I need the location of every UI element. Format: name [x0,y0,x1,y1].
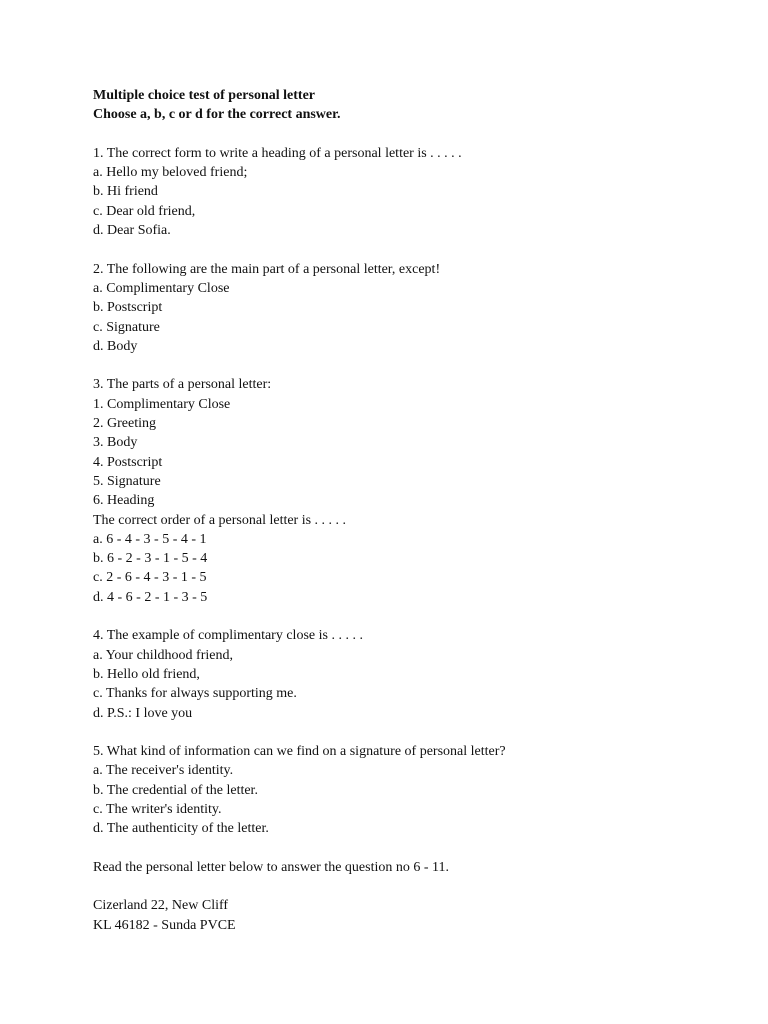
spacer [93,723,733,742]
question-3-part-1: 1. Complimentary Close [93,396,231,412]
document-title: Multiple choice test of personal letter [93,88,315,103]
document-instruction: Choose a, b, c or d for the correct answer. [93,107,341,123]
letter-address-line-1: Cizerland 22, New Cliff [93,898,229,914]
spacer [93,877,733,896]
spacer [93,356,733,375]
question-3-option-a: a. 6 - 4 - 3 - 5 - 4 - 1 [93,531,207,547]
question-5-stem: 5. What kind of information can we find on a signature of personal letter? [93,744,506,760]
question-4-option-a: a. Your childhood friend, [93,647,233,663]
question-1-option-d: d. Dear Sofia. [93,223,171,239]
reading-instruction: Read the personal letter below to answer the question no 6 - 11. [93,859,449,875]
spacer [93,607,733,626]
question-1-stem: 1. The correct form to write a heading of a personal letter is . . . . . [93,145,462,161]
question-3-option-b: b. 6 - 2 - 3 - 1 - 5 - 4 [93,551,208,567]
question-2-option-a: a. Complimentary Close [93,280,230,296]
question-3-part-2: 2. Greeting [93,416,156,432]
question-3-part-4: 4. Postscript [93,454,163,470]
question-1-option-b: b. Hi friend [93,184,158,200]
question-2-stem: 2. The following are the main part of a personal letter, except! [93,261,441,277]
question-2-option-c: c. Signature [93,319,160,335]
question-3-prompt: The correct order of a personal letter is . . . . . [93,512,347,528]
question-5-option-d: d. The authenticity of the letter. [93,821,269,837]
question-4-option-c: c. Thanks for always supporting me. [93,686,297,702]
question-1-option-a: a. Hello my beloved friend; [93,165,248,181]
question-3-stem: 3. The parts of a personal letter: [93,377,272,393]
question-3-option-d: d. 4 - 6 - 2 - 1 - 3 - 5 [93,589,208,605]
question-3-option-c: c. 2 - 6 - 4 - 3 - 1 - 5 [93,570,207,586]
question-5-option-c: c. The writer's identity. [93,801,222,817]
question-3-part-3: 3. Body [93,435,138,451]
question-4-option-b: b. Hello old friend, [93,666,200,682]
letter-address-line-2: KL 46182 - Sunda PVCE [93,917,236,933]
question-3-part-6: 6. Heading [93,493,155,509]
spacer [93,839,733,858]
question-1-option-c: c. Dear old friend, [93,203,196,219]
spacer [93,125,733,144]
question-3-part-5: 5. Signature [93,473,161,489]
question-5-option-a: a. The receiver's identity. [93,763,234,779]
document-page [93,86,733,935]
question-5-option-b: b. The credential of the letter. [93,782,258,798]
question-4-option-d: d. P.S.: I love you [93,705,193,721]
question-2-option-b: b. Postscript [93,300,163,316]
spacer [93,240,733,259]
question-2-option-d: d. Body [93,338,138,354]
question-4-stem: 4. The example of complimentary close is . . . . . [93,628,363,644]
